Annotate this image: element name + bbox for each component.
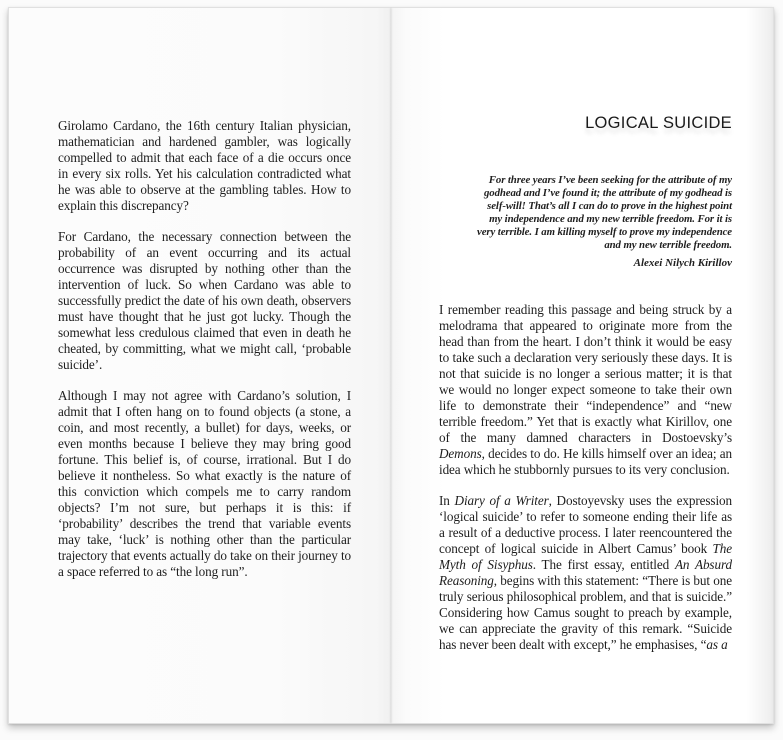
epigraph-block	[439, 174, 732, 270]
epigraph-text: For three years I’ve been seeking for the attribute of my godhead and I’ve found it; the attribute of my godhead is self-will! That’s all I can do to prove in the highest point my independence and my new terrible freedom. For it is very terrible. I am killing myself to prove my independence and my new terrible freedom.	[477, 174, 732, 251]
epigraph-attribution: Alexei Nilych Kirillov	[633, 257, 732, 269]
body-paragraph: Girolamo Cardano, the 16th century Italian physician, mathematician and hardened gambler, was logically compelled to admit that each face of a die occurs once in every six rolls. Yet his calculation contradicted what he was able to observe at the gambling tables. How to explain this discrepancy?	[58, 118, 351, 213]
body-paragraph: In Diary of a Writer, Dostoyevsky uses the expression ‘logical suicide’ to refer to someone ending their life as a result of a deductive process. I later reencountered the concept of logical suicide in Albert Camus’ book The Myth of Sisyphus. The first essay, entitled An Absurd Reasoning, begins with this statement: “There is but one truly serious philosophical problem, and that is suicide.” Considering how Camus sought to preach by example, we can appreciate the gravity of this remark. “Suicide has never been dealt with except,” he emphasises, “as a	[439, 493, 732, 652]
chapter-title: LOGICAL SUICIDE	[585, 114, 732, 132]
right-page-body	[439, 302, 732, 653]
book-spread	[8, 7, 774, 724]
body-paragraph: Although I may not agree with Cardano’s solution, I admit that I often hang on to found objects (a stone, a coin, and most recently, a bullet) for days, weeks, or even months because I believe they may bring good fortune. This belief is, of course, irrational. But I do believe it nontheless. So what exactly is the nature of this conviction which compels me to carry random objects? I’m not sure, but perhaps it is this: if ‘probability’ describes the trend that variable events may take, ‘luck’ is nothing other than the particular trajectory that events actually do take on their journey to a space referred to as “the long run”.	[58, 388, 351, 579]
left-page-body	[58, 118, 351, 580]
body-paragraph: For Cardano, the necessary connection between the probability of an event occurring and its actual occurrence was disrupted by nothing other than the intervention of luck. So when Cardano was able to successfully predict the date of his own death, observers must have thought that he just got lucky. Though the somewhat less credulous claimed that even in death he cheated, by committing, what we might call, ‘probable suicide’.	[58, 229, 351, 372]
gutter-shadow	[390, 8, 392, 723]
body-paragraph: I remember reading this passage and being struck by a melodrama that appeared to originate more from the head than from the heart. I don’t think it would be easy to take such a declaration very seriously these days. It is not that suicide is no longer a serious matter; it is that we would no longer expect someone to take their own life to demonstrate their “independence” and “new terrible freedom.” Yet that is exactly what Kirillov, one of the many damned characters in Dostoevsky’s Demons, decides to do. He kills himself over an idea; an idea which he stubbornly pursues to its very conclusion.	[439, 302, 732, 477]
